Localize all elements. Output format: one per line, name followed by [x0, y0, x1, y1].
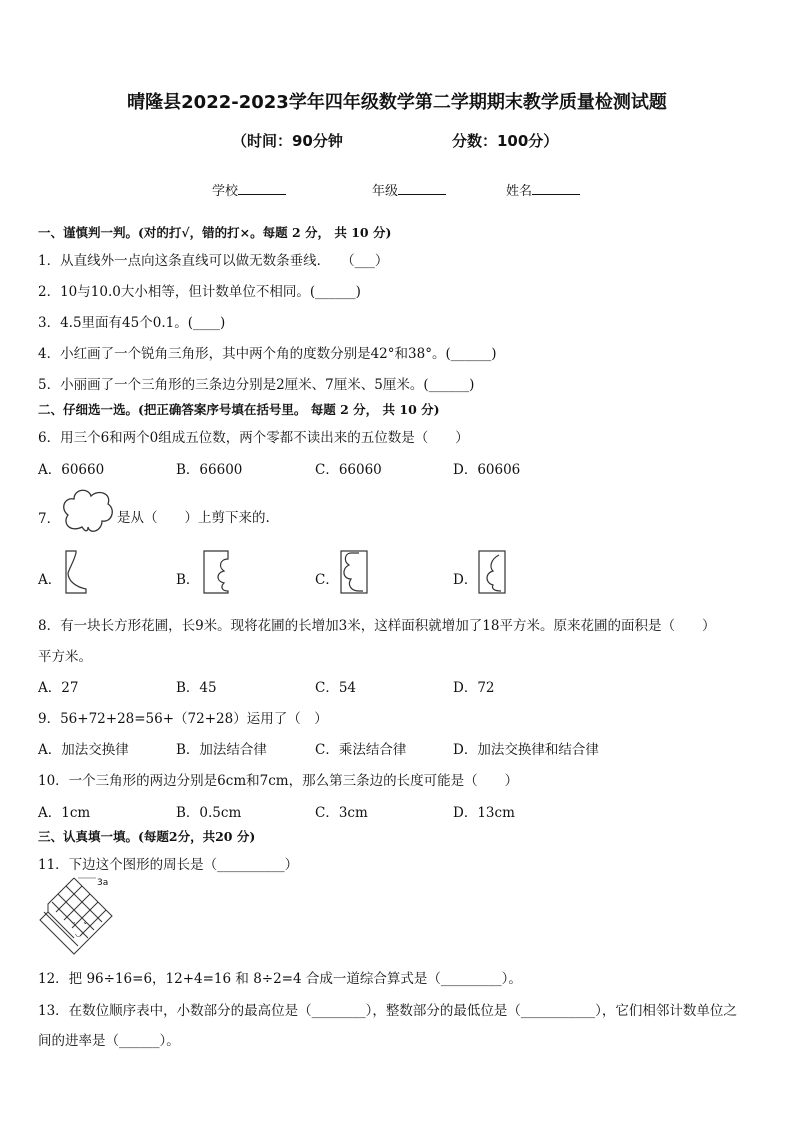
- q6-option-d[interactable]: D．60606: [453, 462, 521, 478]
- cloud-shape-figure: [60, 487, 116, 537]
- q6-option-b[interactable]: B．66600: [176, 462, 243, 478]
- question-5: 5．小丽画了一个三角形的三条边分别是2厘米、7厘米、5厘米。(______): [38, 377, 475, 393]
- q6-option-c[interactable]: C．66060: [315, 462, 382, 478]
- question-11: 11．下边这个图形的周长是（__________）: [38, 857, 299, 873]
- q8-option-a[interactable]: A．27: [38, 680, 79, 696]
- q10-option-c[interactable]: C．3cm: [315, 805, 368, 821]
- grade-label: 年级: [372, 184, 399, 199]
- grade-field: [372, 180, 446, 199]
- section1-heading: 一、谨慎判一判。(对的打√，错的打×。每题 2 分， 共 10 分): [38, 225, 392, 240]
- question-7: 是从（ ）上剪下来的.: [117, 510, 270, 526]
- q7-option-b-figure: [202, 549, 234, 595]
- question-12: 12．把 96÷16=6，12+4=16 和 8÷2=4 合成一道综合算式是（_________）。: [38, 971, 522, 987]
- question-9: 9．56+72+28=56+（72+28）运用了（ ）: [38, 711, 328, 727]
- q10-option-b[interactable]: B．0.5cm: [176, 805, 242, 821]
- q9-option-d[interactable]: D．加法交换律和结合律: [453, 742, 599, 758]
- question-10: 10．一个三角形的两边分别是6cm和7cm，那么第三条边的长度可能是（ ）: [38, 773, 519, 789]
- svg-text:⌄: ⌄: [70, 917, 77, 926]
- school-label: 学校: [212, 184, 239, 199]
- q9-option-a[interactable]: A．加法交换律: [38, 742, 129, 758]
- school-blank[interactable]: [238, 182, 286, 195]
- q10-option-a[interactable]: A．1cm: [38, 805, 91, 821]
- question-4: 4．小红画了一个锐角三角形，其中两个角的度数分别是42°和38°。(______): [38, 346, 497, 362]
- q7-option-d[interactable]: D．: [453, 572, 478, 588]
- section3-heading: 三、认真填一填。(每题2分，共20 分): [38, 829, 256, 844]
- q8-option-d[interactable]: D．72: [453, 680, 495, 696]
- exam-title: 晴隆县2022-2023学年四年级数学第二学期期末教学质量检测试题: [127, 92, 667, 113]
- svg-text:◡: ◡: [75, 929, 82, 938]
- grade-blank[interactable]: [398, 182, 446, 195]
- question-13: 13．在数位顺序表中，小数部分的最高位是（________），整数部分的最低位是（___________），它们相邻计数单位之: [38, 1003, 737, 1019]
- q7-number: 7．: [38, 511, 61, 527]
- school-field: [212, 180, 286, 199]
- q7-option-a-figure: [62, 549, 92, 595]
- q7-option-a[interactable]: A．: [38, 572, 62, 588]
- q7-option-c-figure: [339, 549, 371, 595]
- q9-option-b[interactable]: B．加法结合律: [176, 742, 267, 758]
- q8-option-c[interactable]: C．54: [315, 680, 357, 696]
- q8-option-b[interactable]: B．45: [176, 680, 217, 696]
- question-8: 8．有一块长方形花圃，长9米。现将花圃的长增加3米，这样面积就增加了18平方米。原来花圃的面积是（ ）: [38, 618, 716, 634]
- q7-option-d-figure: [477, 549, 509, 595]
- name-label: 姓名: [506, 184, 533, 199]
- name-field: [506, 180, 580, 199]
- name-blank[interactable]: [532, 182, 580, 195]
- question-6: 6．用三个6和两个0组成五位数，两个零都不读出来的五位数是（ ）: [38, 430, 469, 446]
- question-8-continued: 平方米。: [38, 649, 92, 665]
- q6-option-a[interactable]: A．60660: [38, 462, 105, 478]
- exam-score: 分数：100分）: [452, 132, 559, 150]
- exam-time: （时间：90分钟: [232, 132, 343, 150]
- q9-option-c[interactable]: C．乘法结合律: [315, 742, 407, 758]
- q7-option-c[interactable]: C．: [315, 572, 339, 588]
- figure-label-3a: 3a: [97, 878, 109, 888]
- section2-heading: 二、仔细选一选。(把正确答案序号填在括号里。 每题 2 分， 共 10 分): [38, 402, 440, 417]
- question-1: 1．从直线外一点向这条直线可以做无数条垂线． （___）: [38, 253, 389, 269]
- svg-text:⌄: ⌄: [82, 917, 89, 926]
- question-13-continued: 间的进率是（______）。: [38, 1033, 180, 1049]
- q10-option-d[interactable]: D．13cm: [453, 805, 515, 821]
- q7-option-b[interactable]: B．: [176, 572, 200, 588]
- question-3: 3．4.5里面有45个0.1。(____): [38, 315, 226, 331]
- question-2: 2．10与10.0大小相等，但计数单位不相同。(______): [38, 284, 361, 300]
